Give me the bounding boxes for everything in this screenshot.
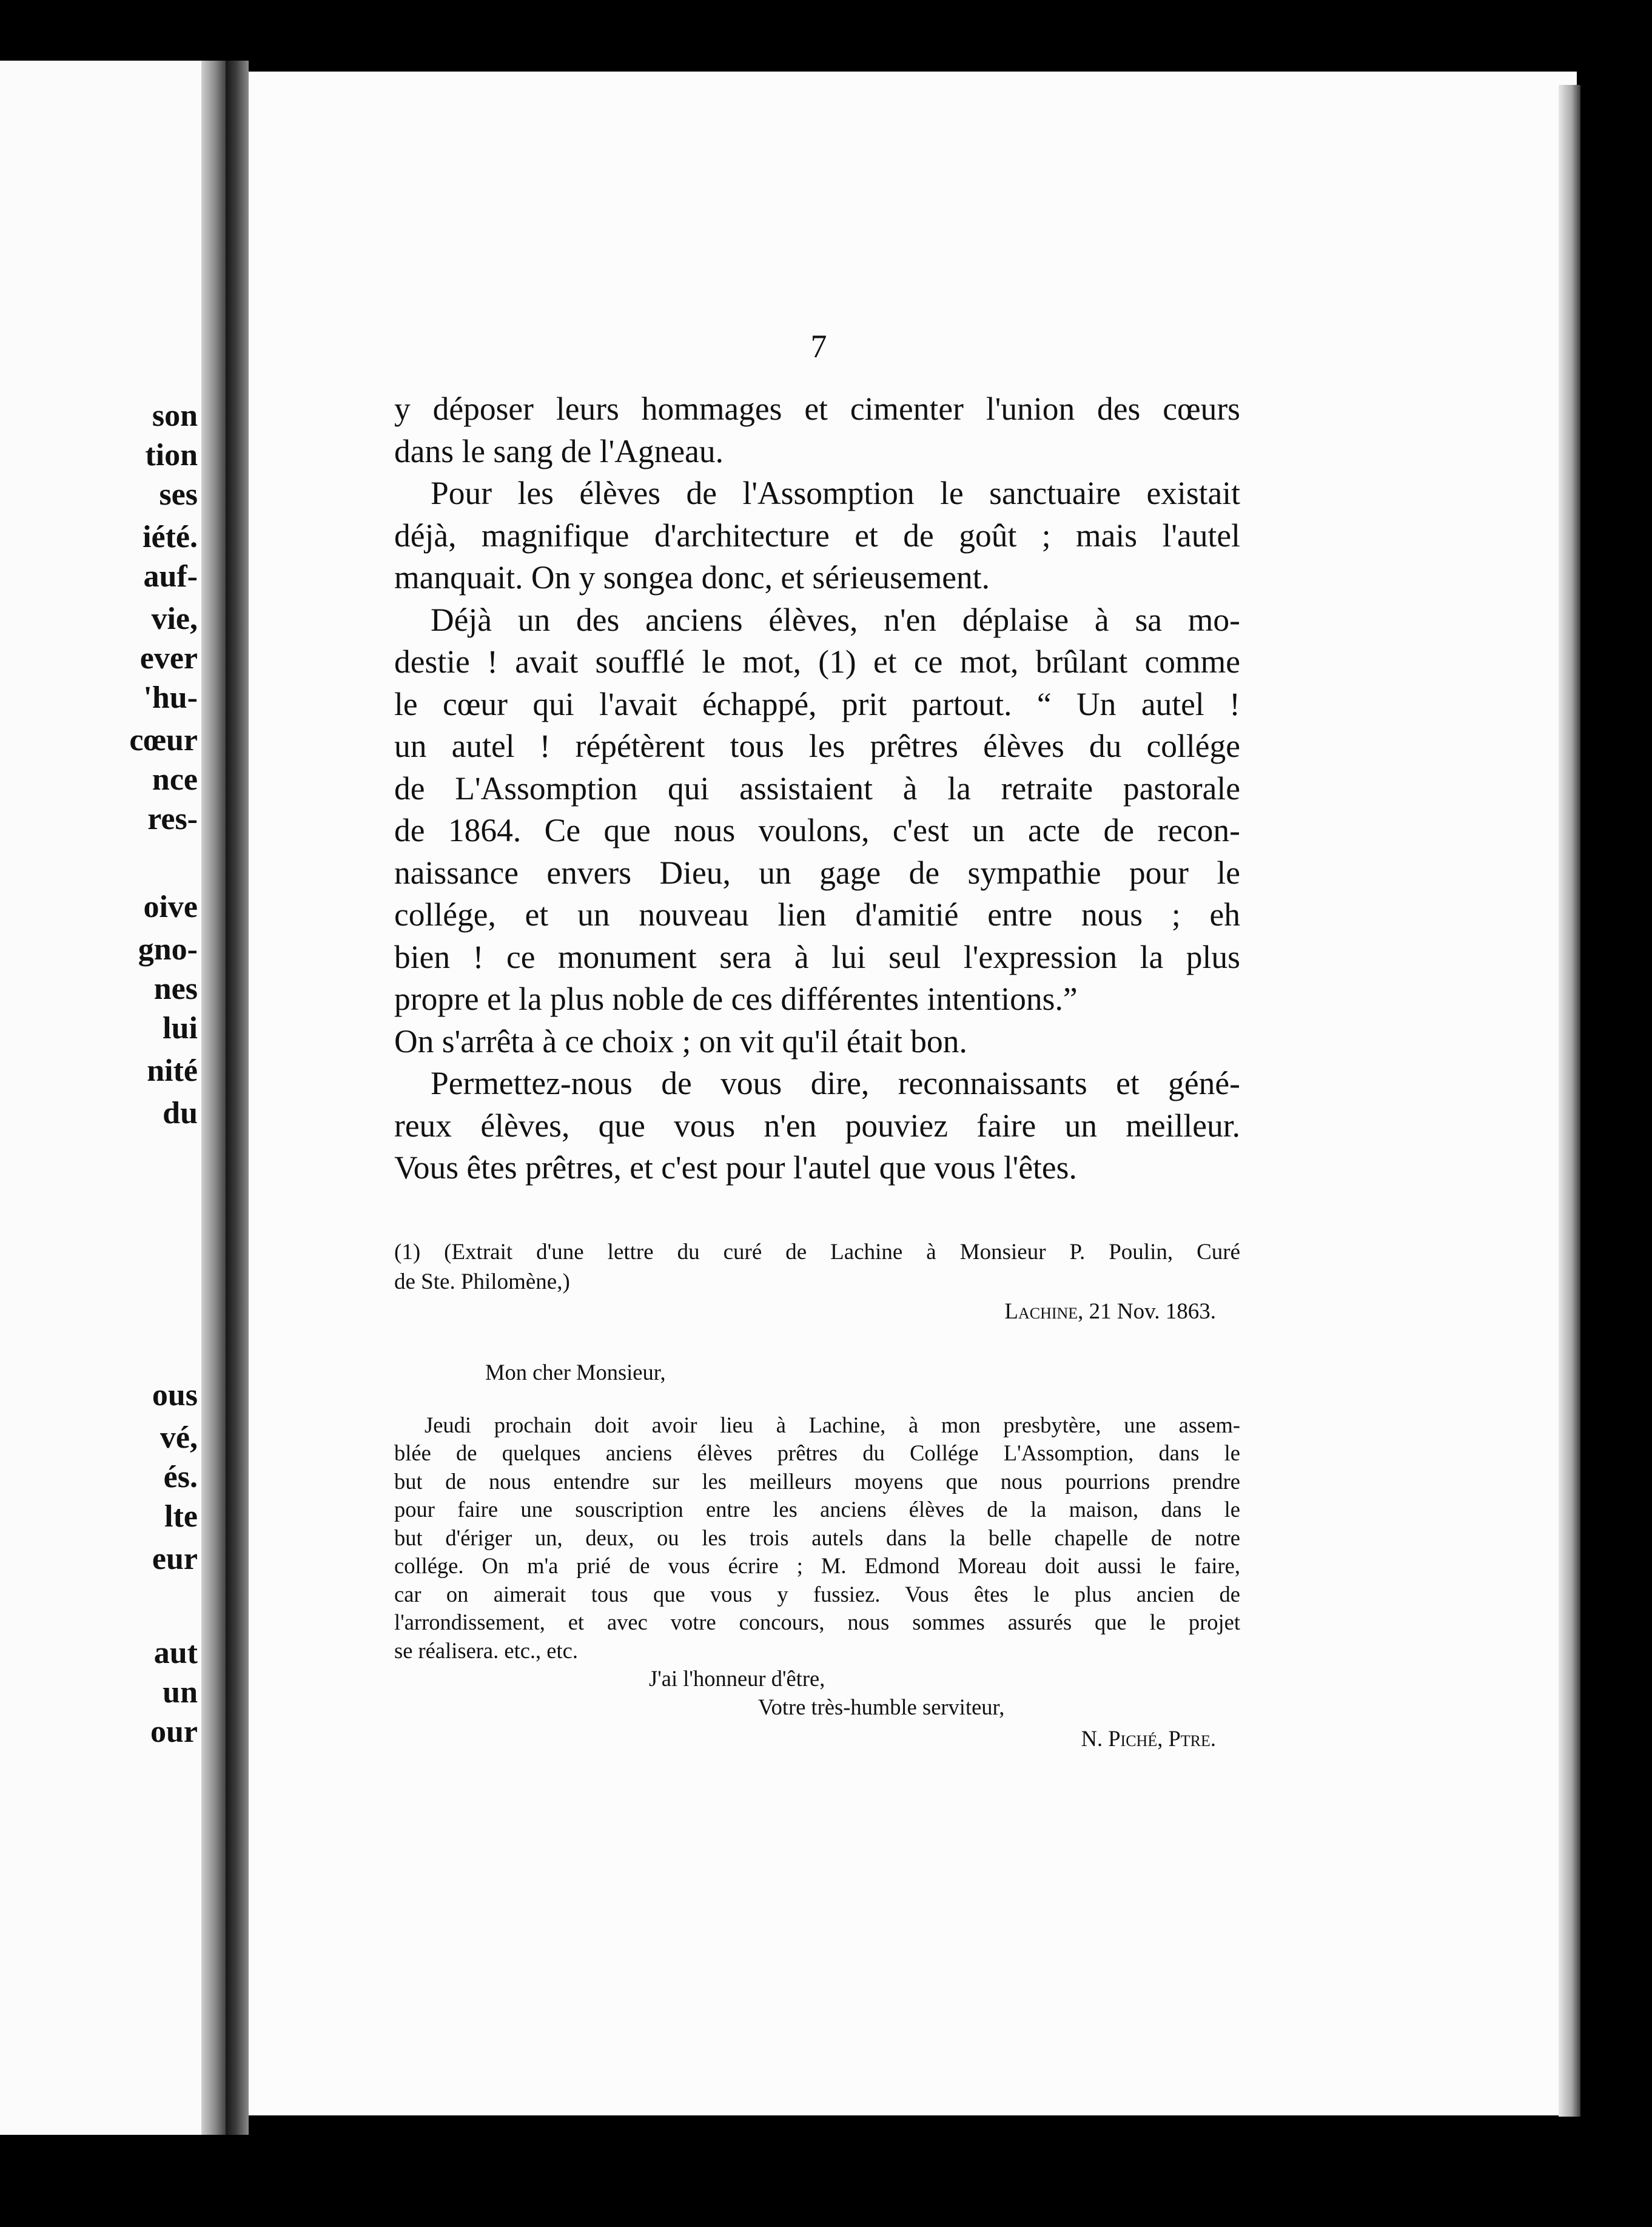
body-line: Vous êtes prêtres, et c'est pour l'autel que vous l'êtes.	[394, 1149, 1077, 1186]
body-line: reux élèves, que vous n'en pouviez faire un meilleur.	[394, 1107, 1240, 1144]
letter-signature: N. Piché, Ptre.	[1081, 1726, 1216, 1751]
footnote	[394, 1237, 1240, 1326]
body-line: de L'Assomption qui assistaient à la retraite pastorale	[394, 770, 1240, 807]
left-page-fragment: vie,	[151, 602, 198, 636]
left-page-fragment: gno-	[138, 932, 198, 967]
left-page-fragment: oive	[143, 890, 198, 924]
body-line: collége, et un nouveau lien d'amitié entre nous ; eh	[394, 896, 1240, 933]
body-line: Déjà un des anciens élèves, n'en déplaise à sa mo-	[431, 601, 1240, 638]
body-line: le cœur qui l'avait échappé, prit partout. “ Un autel !	[394, 685, 1240, 722]
left-page-fragment: our	[150, 1715, 198, 1749]
main-text	[394, 388, 1240, 1189]
letter-line: l'arrondissement, et avec votre concours, nous sommes assurés que le projet	[394, 1610, 1240, 1634]
left-page-fragment: nité	[147, 1053, 198, 1088]
body-line: naissance envers Dieu, un gage de sympathie pour le	[394, 854, 1240, 891]
body-line: bien ! ce monument sera à lui seul l'expression la plus	[394, 938, 1240, 975]
letter-line: pour faire une souscription entre les anciens élèves de la maison, dans le	[394, 1497, 1240, 1522]
left-page	[0, 61, 226, 2135]
left-page-edge	[201, 61, 226, 2135]
left-page-fragment: cœur	[129, 723, 198, 757]
letter-line: but de nous entendre sur les meilleurs moyens que nous pourrions prendre	[394, 1468, 1240, 1494]
letter-line: collége. On m'a prié de vous écrire ; M. Edmond Moreau doit aussi le faire,	[394, 1553, 1240, 1578]
left-page-fragment: res-	[147, 802, 198, 836]
body-line: déjà, magnifique d'architecture et de goût ; mais l'autel	[394, 517, 1240, 554]
letter-closing-2: Votre très-humble serviteur,	[758, 1694, 1005, 1719]
letter	[394, 1359, 1240, 1753]
right-page-edge	[1559, 85, 1580, 2117]
left-page-fragment: son	[152, 398, 198, 433]
body-line: destie ! avait soufflé le mot, (1) et ce mot, brûlant comme	[394, 643, 1240, 680]
letter-closing: J'ai l'honneur d'être,	[649, 1666, 825, 1691]
left-page-fragment: du	[163, 1096, 198, 1130]
body-line: Pour les élèves de l'Assomption le sanctuaire existait	[431, 475, 1240, 511]
body-line: manquait. On y songea donc, et sérieusement.	[394, 559, 990, 596]
left-page-fragment: nce	[152, 762, 198, 797]
body-line: un autel ! répétèrent tous les prêtres élèves du collége	[394, 728, 1240, 764]
left-page-fragment: tion	[145, 438, 198, 472]
body-line: Permettez-nous de vous dire, reconnaissants et géné-	[431, 1065, 1240, 1101]
left-page-fragment: és.	[163, 1460, 198, 1494]
body-line: On s'arrêta à ce choix ; on vit qu'il était bon.	[394, 1023, 967, 1060]
left-page-fragment: aut	[153, 1636, 198, 1670]
left-page-fragment: vé,	[159, 1420, 198, 1455]
letter-line: se réalisera. etc., etc.	[394, 1638, 578, 1663]
footnote-line: (1) (Extrait d'une lettre du curé de Lachine à Monsieur P. Poulin, Curé	[394, 1240, 1240, 1265]
letter-line: Jeudi prochain doit avoir lieu à Lachine, à mon presbytère, une assem-	[425, 1412, 1240, 1437]
body-line: y déposer leurs hommages et cimenter l'union des cœurs	[394, 391, 1240, 427]
left-page-fragment: ever	[139, 641, 198, 676]
footnote-line: de Ste. Philomène,)	[394, 1269, 570, 1294]
left-page-fragment: 'hu-	[143, 680, 198, 715]
letter-line: car on aimerait tous que vous y fussiez. Vous êtes le plus ancien de	[394, 1581, 1240, 1607]
left-page-fragment: lui	[163, 1011, 198, 1046]
left-page-fragment: ous	[152, 1378, 198, 1412]
body-line: de 1864. Ce que nous voulons, c'est un acte de recon-	[394, 812, 1240, 848]
letter-body	[394, 1411, 1240, 1665]
letter-line: but d'ériger un, deux, ou les trois autels dans la belle chapelle de notre	[394, 1525, 1240, 1550]
footnote-dateline	[394, 1297, 1240, 1326]
book-gutter	[226, 61, 249, 2135]
footnote-place: Lachine	[1004, 1299, 1078, 1324]
left-page-fragment: lte	[164, 1499, 198, 1534]
page-number: 7	[810, 328, 827, 364]
left-page-fragment: un	[163, 1675, 198, 1710]
left-page-fragment: ses	[159, 477, 198, 512]
left-page-fragment: nes	[153, 972, 198, 1006]
left-page-fragment: eur	[152, 1542, 198, 1576]
body-line: dans le sang de l'Agneau.	[394, 432, 724, 469]
left-page-fragment: iété.	[143, 520, 198, 554]
body-line: propre et la plus noble de ces différentes intentions.”	[394, 981, 1078, 1017]
footnote-date: , 21 Nov. 1863.	[1078, 1299, 1216, 1324]
left-page-fragment: auf-	[143, 559, 198, 594]
letter-line: blée de quelques anciens élèves prêtres du Collége L'Assomption, dans le	[394, 1440, 1240, 1465]
letter-salutation: Mon cher Monsieur,	[485, 1360, 666, 1385]
